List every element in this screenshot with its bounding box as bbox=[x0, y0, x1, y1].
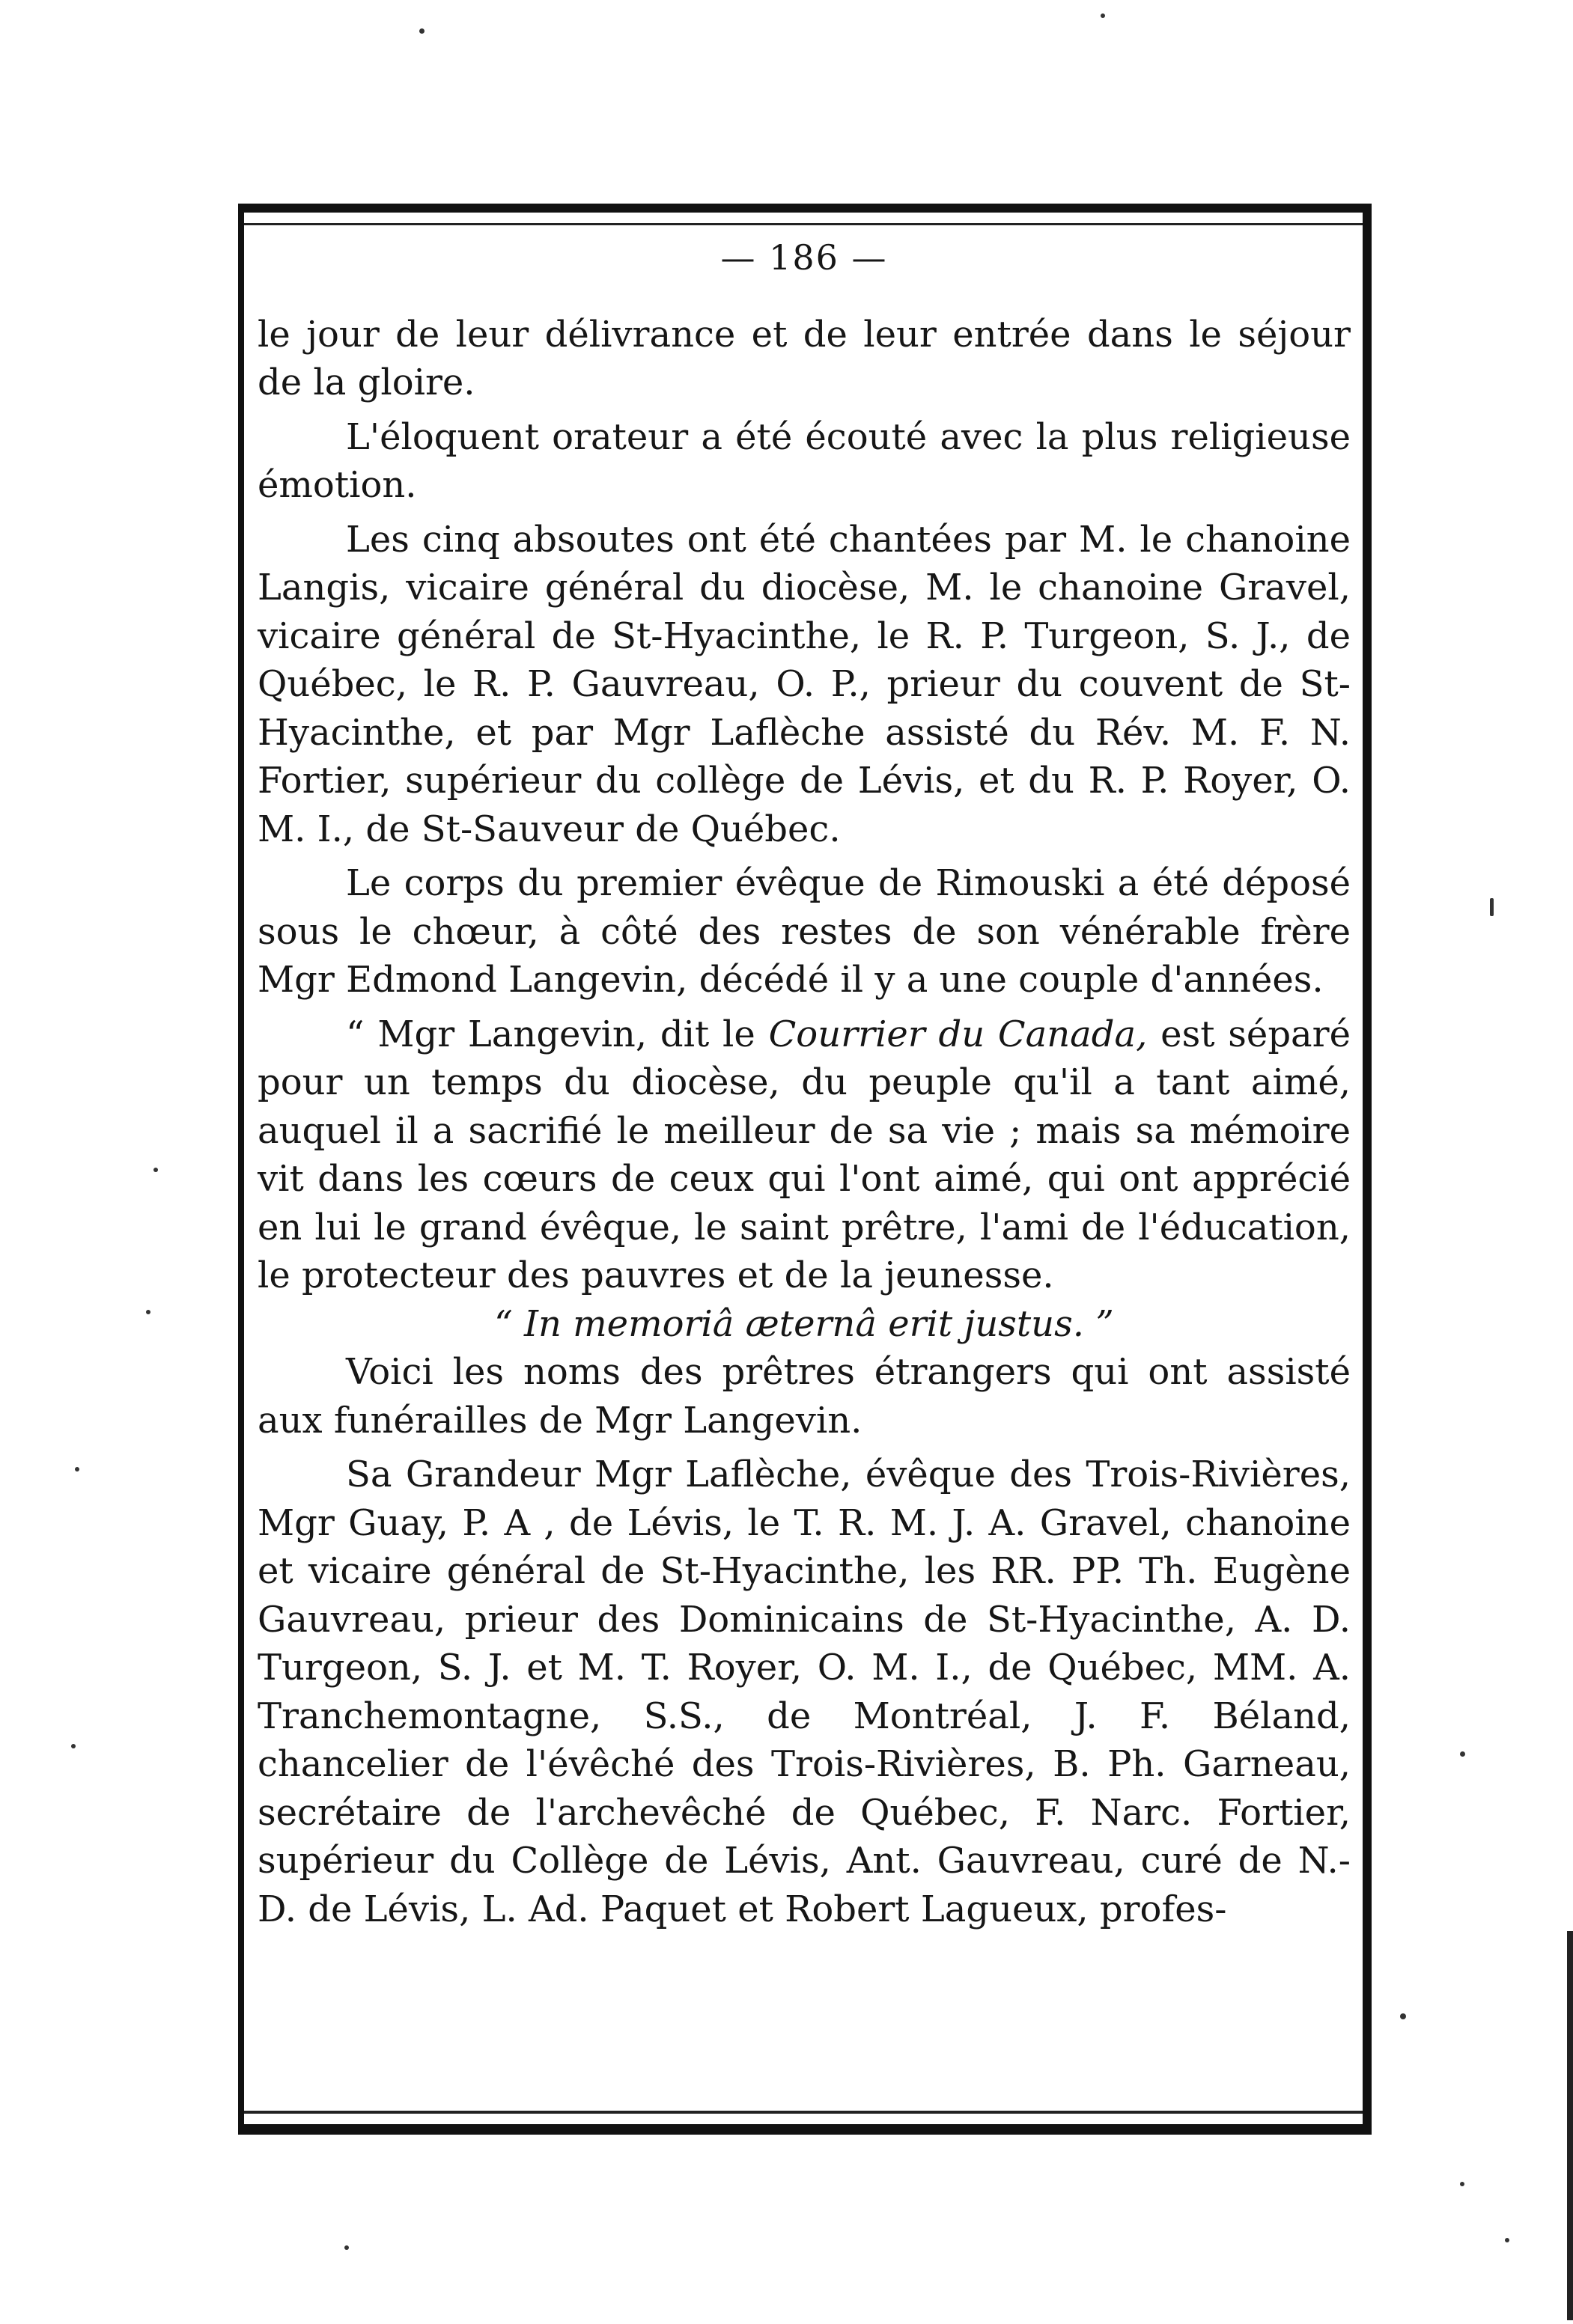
paragraph-6: Voici les noms des prêtres étrangers qui ont assisté aux funérailles de Mgr Langevin. bbox=[258, 1351, 1351, 1442]
paragraph-7: Sa Grandeur Mgr Laflèche, évêque des Trois-Rivières, Mgr Guay, P. A , de Lévis, le T. R. M. J. A. Gravel, chanoine et vicaire général de St-Hyacinthe, les RR. PP. Th. Eugène Gauvreau, prieur des Dominicains de St-Hyacinthe, A. D. Turgeon, S. J. et M. T. Royer, O. M. I., de Québec, MM. A. Tranchemontagne, S.S., de Montréal, J. F. Béland, chancelier de l'évêché des Trois-Rivières, B. Ph. Garneau, secrétaire de l'archevêché de Québec, F. Narc. Fortier, supérieur du Collège de Lévis, Ant. Gauvreau, curé de N.-D. de Lévis, L. Ad. Paquet et Robert Lagueux, profes- bbox=[258, 1454, 1351, 1930]
paragraph-4: Le corps du premier évêque de Rimouski a été déposé sous le chœur, à côté des restes de son vénérable frère Mgr Edmond Langevin, décédé il y a une couple d'années. bbox=[258, 862, 1351, 1001]
text-column bbox=[258, 225, 1351, 1933]
latin-quote: “ In memoriâ æternâ erit justus. ” bbox=[494, 1302, 1114, 1345]
paragraph-5 bbox=[258, 1010, 1351, 1300]
scan-speck bbox=[71, 1744, 76, 1748]
paragraph-2: L'éloquent orateur a été écouté avec la plus religieuse émotion. bbox=[258, 415, 1351, 506]
scan-speck bbox=[1505, 2238, 1509, 2242]
scan-speck bbox=[153, 1168, 158, 1172]
paragraph-5-rest: est séparé pour un temps du diocèse, du peuple qu'il a tant aimé, auquel il a sacrifié le meilleur de sa vie ; mais sa mémoire vit dans les cœurs de ceux qui l'ont aimé, qui ont apprécié en lui le grand évêque, le saint prêtre, l'ami de l'éducation, le protecteur des pauvres et de la jeunesse. bbox=[258, 1013, 1351, 1296]
page-number: — 186 — bbox=[720, 237, 888, 278]
scan-speck bbox=[344, 2245, 349, 2250]
scan-speck bbox=[419, 28, 425, 34]
scan-edge-mark bbox=[1567, 1931, 1573, 2320]
newspaper-title: Courrier du Canada, bbox=[768, 1013, 1148, 1055]
paragraph-1: le jour de leur délivrance et de leur entrée dans le séjour de la gloire. bbox=[258, 313, 1351, 403]
scan-speck bbox=[1460, 2182, 1464, 2186]
scan-speck bbox=[1400, 2013, 1406, 2019]
scan-speck bbox=[1101, 13, 1105, 18]
scan-speck bbox=[146, 1310, 150, 1314]
scan-speck bbox=[75, 1467, 79, 1471]
paragraph-3: Les cinq absoutes ont été chantées par M. le chanoine Langis, vicaire général du diocèse, M. le chanoine Gravel, vicaire général de St-Hyacinthe, le R. P. Turgeon, S. J., de Québec, le R. P. Gauvreau, O. P., prieur du couvent de St-Hyacinthe, et par Mgr Laflèche assisté du Rév. M. F. N. Fortier, supérieur du collège de Lévis, et du R. P. Royer, O. M. I., de St-Sauveur de Québec. bbox=[258, 518, 1351, 850]
scan-speck bbox=[1460, 1751, 1465, 1757]
scan-speck bbox=[1490, 898, 1494, 916]
paragraph-5-start: “ Mgr Langevin, dit le bbox=[346, 1013, 769, 1055]
